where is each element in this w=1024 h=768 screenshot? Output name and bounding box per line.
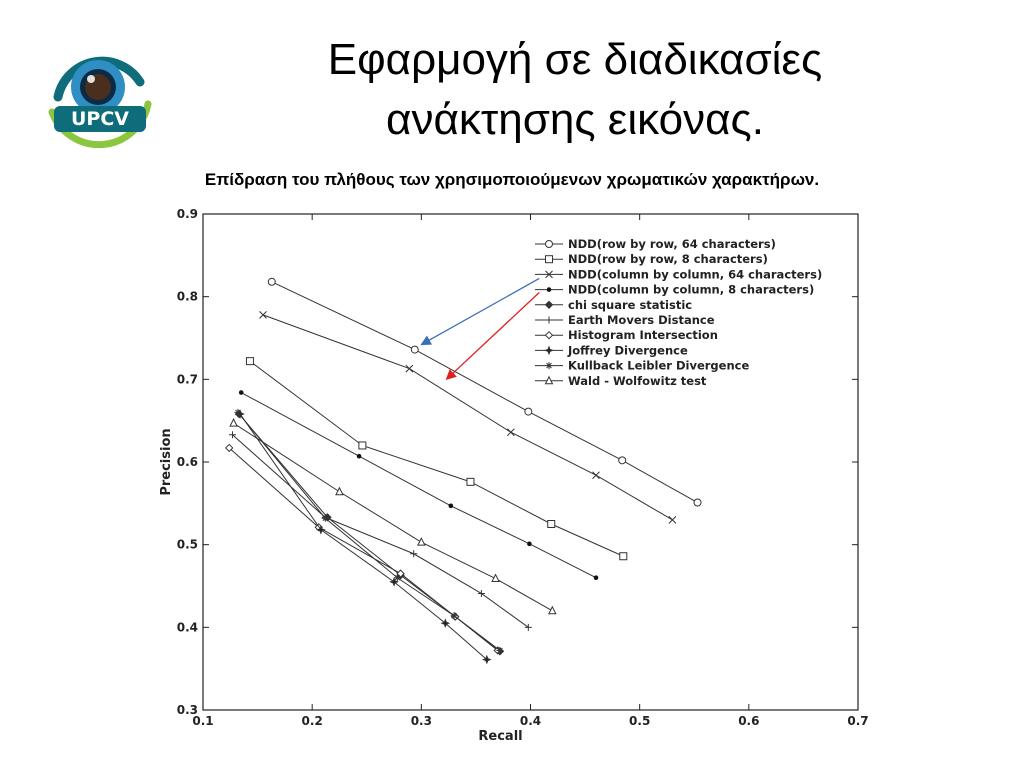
legend-label: NDD(row by row, 64 characters): [568, 237, 776, 251]
series-5: [229, 431, 532, 631]
data-point: [593, 472, 600, 479]
series-1: [246, 358, 626, 560]
series-4: [236, 411, 504, 655]
data-point: [478, 590, 485, 597]
data-point: [246, 358, 253, 365]
data-point: [357, 454, 362, 459]
legend-marker: [546, 362, 553, 369]
title-line-2: ανάκτησης εικόνας.: [386, 95, 764, 144]
x-axis-label: Recall: [478, 729, 523, 744]
data-point: [549, 607, 556, 614]
legend-marker: [546, 241, 553, 248]
x-tick-label: 0.5: [629, 714, 651, 728]
x-tick-label: 0.1: [192, 714, 214, 728]
y-tick-label: 0.6: [176, 455, 198, 469]
series-line: [239, 414, 500, 651]
data-point: [406, 365, 413, 372]
legend-label: NDD(row by row, 8 characters): [568, 252, 768, 267]
legend-label: Earth Movers Distance: [568, 313, 715, 327]
data-point: [336, 488, 343, 495]
data-point: [410, 550, 417, 557]
y-tick-label: 0.4: [176, 620, 198, 635]
data-point: [467, 478, 474, 485]
data-point: [411, 346, 418, 353]
series-line: [232, 435, 528, 628]
series-line: [241, 393, 596, 578]
legend-marker: [546, 256, 553, 263]
data-point: [260, 311, 267, 318]
legend-marker: [546, 301, 553, 308]
y-tick-label: 0.3: [176, 703, 198, 717]
y-tick-label: 0.8: [176, 289, 198, 304]
series-line: [250, 361, 623, 556]
chart-svg: [157, 206, 875, 746]
data-point: [527, 542, 532, 547]
y-tick-label: 0.5: [176, 537, 198, 552]
data-point: [507, 429, 514, 436]
blue-arrow: [421, 278, 539, 344]
x-tick-label: 0.6: [738, 714, 760, 728]
y-tick-label: 0.7: [176, 372, 198, 387]
legend-label: NDD(column by column, 8 characters): [568, 282, 815, 297]
x-tick-label: 0.2: [301, 714, 323, 728]
legend-marker: [547, 287, 552, 292]
data-point: [525, 408, 532, 415]
data-point: [620, 553, 627, 560]
data-point: [619, 457, 626, 464]
upcv-logo: [40, 42, 160, 152]
data-point: [230, 419, 237, 426]
legend-label: chi square statistic: [568, 297, 693, 312]
data-point: [594, 575, 599, 580]
slide-subtitle: Επίδραση του πλήθους των χρησιμοποιούμενων χρωματικών χαρακτήρων.: [204, 170, 820, 189]
data-point: [268, 278, 275, 285]
legend-marker: [546, 377, 553, 384]
data-point: [694, 499, 701, 506]
data-point: [239, 390, 244, 395]
precision-recall-chart: [157, 206, 875, 746]
data-point: [418, 538, 425, 545]
legend-marker: [546, 347, 553, 354]
legend-label: Wald - Wolfowitz test: [568, 373, 707, 388]
series-3: [239, 390, 598, 580]
data-point: [525, 624, 532, 631]
red-arrow: [446, 293, 539, 380]
legend: [535, 237, 822, 388]
legend-marker: [546, 317, 553, 324]
x-tick-label: 0.4: [519, 714, 542, 728]
x-tick-label: 0.3: [410, 714, 432, 728]
data-point: [449, 504, 454, 509]
legend-label: Kullback Leibler Divergence: [568, 358, 750, 373]
legend-marker: [546, 332, 553, 339]
y-axis-label: Precision: [159, 428, 174, 496]
data-point: [359, 442, 366, 449]
slide-title: [250, 30, 900, 150]
logo-text: UPCV: [70, 108, 130, 130]
data-point: [492, 575, 499, 582]
legend-label: Histogram Intersection: [568, 328, 718, 343]
data-point: [669, 516, 676, 523]
y-tick-label: 0.9: [176, 207, 198, 221]
x-tick-label: 0.7: [847, 714, 869, 728]
series-9: [230, 419, 556, 614]
series-8: [234, 409, 503, 654]
legend-label: Joffrey Divergence: [568, 343, 688, 358]
title-line-1: Εφαρμογή σε διαδικασίες: [327, 35, 823, 84]
legend-label: NDD(column by column, 64 characters): [568, 267, 823, 282]
data-point: [548, 521, 555, 528]
